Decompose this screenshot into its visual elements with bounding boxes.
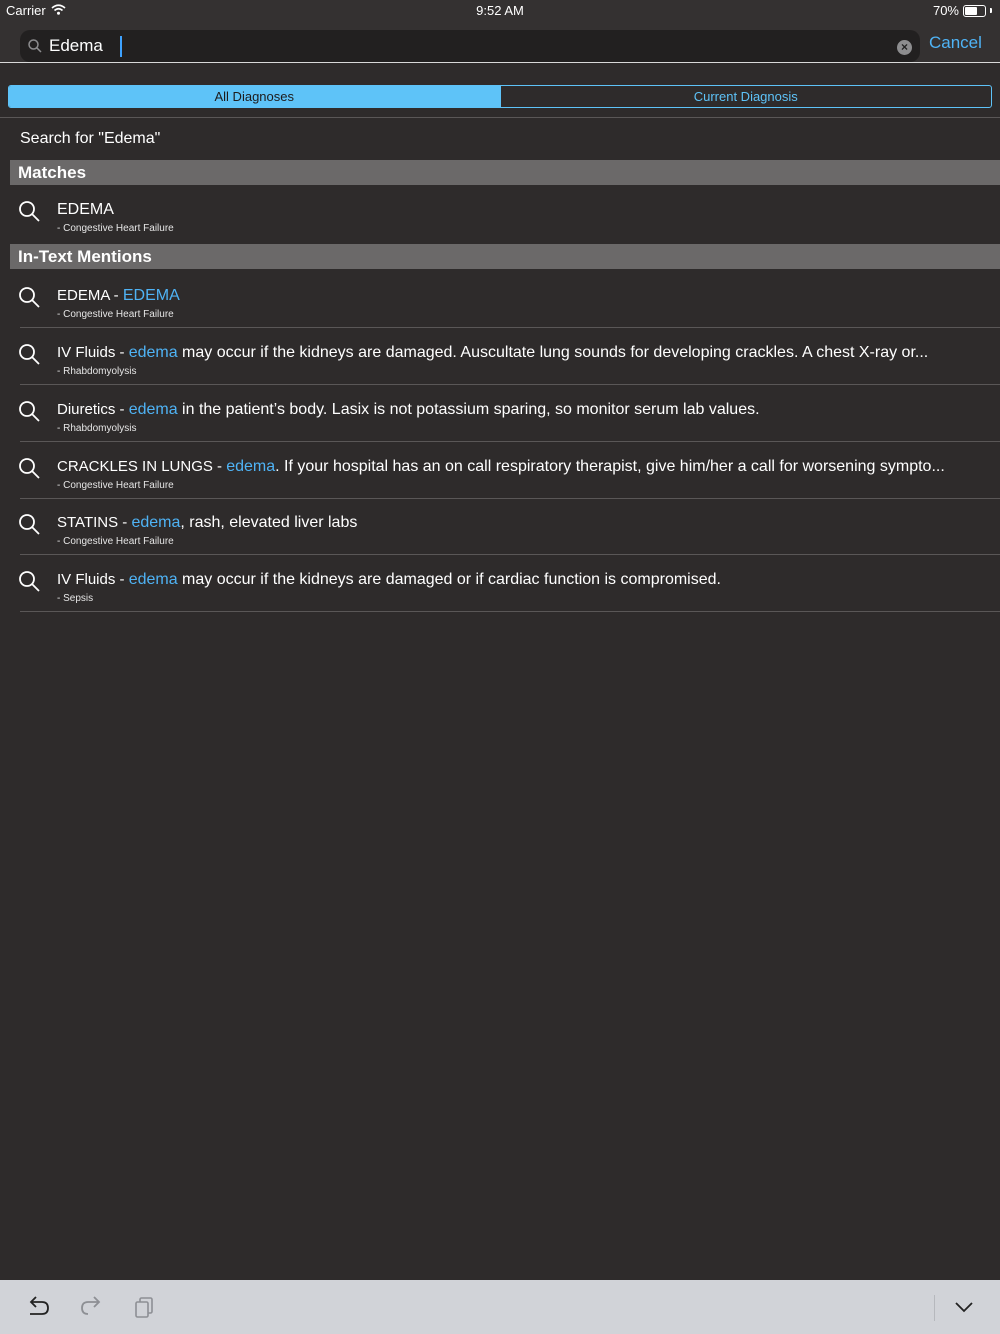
mention-title: [57, 458, 987, 476]
mention-source: - Sepsis: [57, 593, 94, 604]
mention-title: [57, 571, 987, 589]
undo-icon[interactable]: [26, 1296, 52, 1323]
redo-icon[interactable]: [78, 1296, 104, 1323]
text-cursor: [120, 36, 122, 57]
search-icon: [18, 343, 40, 370]
list-item[interactable]: [0, 329, 1000, 385]
carrier-label: Carrier: [6, 3, 46, 18]
mention-rest: may occur if the kidneys are damaged. Auscultate lung sounds for developing crackles. A chest X-ray or...: [177, 344, 929, 361]
paste-icon[interactable]: [134, 1296, 156, 1323]
status-bar: [0, 0, 1000, 22]
list-item[interactable]: [0, 556, 1000, 612]
mention-title: [57, 344, 987, 362]
mention-prefix: IV Fluids -: [57, 344, 129, 361]
mention-source: - Congestive Heart Failure: [57, 536, 174, 547]
row-separator: [20, 554, 1000, 555]
mention-prefix: EDEMA -: [57, 287, 123, 304]
battery-icon: [963, 5, 986, 17]
search-field[interactable]: [20, 30, 920, 62]
mention-rest: in the patient’s body. Lasix is not potassium sparing, so monitor serum lab values.: [177, 401, 760, 418]
search-for-row[interactable]: Search for "Edema": [20, 130, 161, 147]
mention-prefix: STATINS -: [57, 514, 132, 531]
cancel-button[interactable]: Cancel: [929, 33, 982, 52]
mention-title: [57, 401, 987, 419]
mention-highlight: edema: [128, 401, 178, 418]
search-icon: [18, 457, 40, 484]
status-right: [933, 3, 992, 18]
row-separator: [20, 327, 1000, 328]
battery-fill: [965, 7, 977, 15]
search-icon: [18, 513, 40, 540]
toolbar-divider: [934, 1295, 935, 1321]
segment-all-diagnoses[interactable]: All Diagnoses: [9, 86, 500, 107]
list-item[interactable]: [0, 272, 1000, 328]
search-icon: [18, 200, 40, 227]
mention-source: - Congestive Heart Failure: [57, 309, 174, 320]
section-header-matches: Matches: [10, 160, 1000, 185]
mention-prefix: Diuretics -: [57, 401, 129, 418]
match-source: - Congestive Heart Failure: [57, 223, 174, 234]
row-separator: [20, 611, 1000, 612]
search-icon: [18, 570, 40, 597]
list-item[interactable]: [0, 186, 1000, 242]
section-header-mentions: In-Text Mentions: [10, 244, 1000, 269]
mention-highlight: edema: [226, 458, 276, 475]
mention-rest: , rash, elevated liver labs: [180, 514, 358, 531]
scope-segmented-control: [8, 85, 992, 108]
row-separator: [20, 441, 1000, 442]
keyboard-shortcut-bar: [0, 1280, 1000, 1334]
mention-source: - Congestive Heart Failure: [57, 480, 174, 491]
divider: [0, 117, 1000, 118]
mention-rest: may occur if the kidneys are damaged or if cardiac function is compromised.: [177, 571, 721, 588]
match-title: [57, 201, 987, 219]
search-icon: [28, 39, 42, 58]
mention-title: [57, 287, 987, 305]
mention-prefix: IV Fluids -: [57, 571, 129, 588]
segment-current-diagnosis[interactable]: Current Diagnosis: [500, 86, 992, 107]
chevron-down-icon[interactable]: [954, 1300, 974, 1319]
mention-highlight: edema: [128, 571, 178, 588]
status-time: 9:52 AM: [476, 3, 524, 18]
match-title-text: EDEMA: [57, 201, 114, 218]
mention-rest: . If your hospital has an on call respiratory therapist, give him/her a call for worsening sympto...: [275, 458, 945, 475]
mention-source: - Rhabdomyolysis: [57, 423, 137, 434]
search-input[interactable]: [49, 30, 879, 62]
list-item[interactable]: [0, 443, 1000, 499]
mention-highlight: edema: [131, 514, 181, 531]
battery-percent: 70%: [932, 3, 959, 18]
search-bar: [0, 22, 1000, 63]
search-icon: [18, 286, 40, 313]
mention-source: - Rhabdomyolysis: [57, 366, 137, 377]
clear-icon[interactable]: ×: [897, 40, 912, 55]
search-icon: [18, 400, 40, 427]
mention-highlight: edema: [128, 344, 178, 361]
list-item[interactable]: [0, 386, 1000, 442]
battery-tip: [990, 8, 992, 13]
mention-prefix: CRACKLES IN LUNGS -: [57, 458, 227, 475]
row-separator: [20, 384, 1000, 385]
mention-title: [57, 514, 987, 532]
mention-highlight: EDEMA: [122, 287, 180, 304]
list-item[interactable]: [0, 499, 1000, 555]
